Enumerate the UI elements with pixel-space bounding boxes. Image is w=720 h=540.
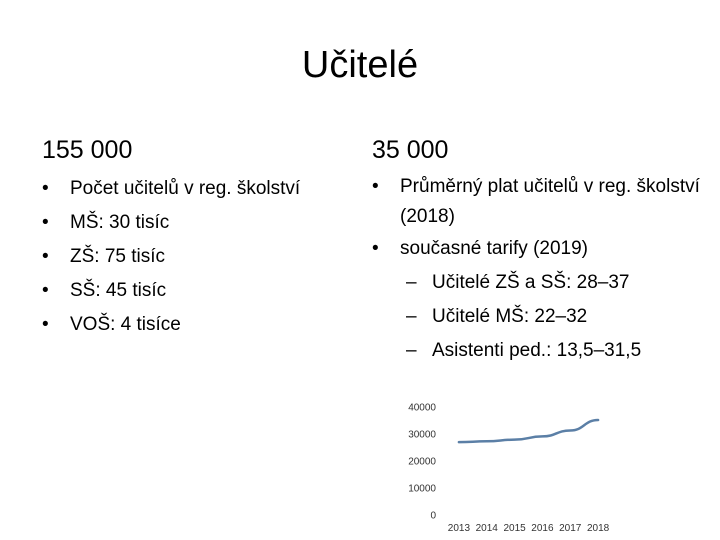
list-item-text: Počet učitelů v reg. školství [70, 178, 301, 199]
dash-icon: – [406, 306, 417, 327]
x-tick-label: 2018 [586, 523, 610, 534]
list-item [42, 308, 300, 342]
x-tick-label: 2017 [559, 523, 582, 534]
list-item [42, 206, 300, 240]
sub-list-item-text: Učitelé ZŠ a SŠ: 28–37 [432, 272, 630, 293]
x-tick-label: 2014 [475, 523, 498, 534]
bullet-icon: • [372, 238, 379, 259]
left-heading: 155 000 [42, 136, 133, 164]
list-item-text: Průměrný plat učitelů v reg. školství (2018) [400, 176, 700, 227]
sub-list-item-text: Asistenti ped.: 13,5–31,5 [432, 340, 642, 361]
list-item-text: SŠ: 45 tisíc [70, 280, 167, 301]
salary-line-chart [390, 392, 630, 540]
y-tick-label: 30000 [408, 429, 436, 441]
y-tick-label: 20000 [408, 456, 436, 468]
list-item [42, 240, 300, 274]
dash-icon: – [406, 272, 417, 293]
sub-list-item [406, 334, 700, 368]
bullet-icon: • [42, 314, 49, 335]
bullet-icon: • [372, 176, 379, 197]
y-tick-label: 0 [430, 510, 436, 522]
slide-title: Učitelé [301, 44, 419, 86]
sub-list-item [406, 266, 700, 300]
list-item-text: MŠ: 30 tisíc [70, 212, 170, 233]
list-item [42, 274, 300, 308]
y-tick-label: 40000 [408, 402, 436, 414]
list-item-text: ZŠ: 75 tisíc [70, 246, 166, 267]
x-tick-label: 2015 [503, 523, 526, 534]
series-line [459, 420, 598, 442]
bullet-icon: • [42, 246, 49, 267]
sub-list-item [406, 300, 700, 334]
x-tick-label: 2013 [447, 523, 471, 534]
bullet-icon: • [42, 212, 49, 233]
list-item-text: VOŠ: 4 tisíce [70, 314, 181, 335]
bullet-icon: • [42, 178, 49, 199]
list-item [42, 172, 301, 206]
left-bullet-list [42, 172, 301, 342]
list-item [372, 232, 700, 368]
y-tick-label: 10000 [408, 483, 436, 495]
list-item [372, 172, 700, 232]
dash-icon: – [406, 340, 417, 361]
bullet-icon: • [42, 280, 49, 301]
x-tick-label: 2016 [531, 523, 554, 534]
right-heading: 35 000 [372, 136, 449, 164]
list-item-text: současné tarify (2019) [400, 238, 588, 259]
sub-list-item-text: Učitelé MŠ: 22–32 [432, 306, 588, 327]
right-bullet-list [372, 172, 700, 368]
tariff-sub-list [400, 266, 700, 368]
